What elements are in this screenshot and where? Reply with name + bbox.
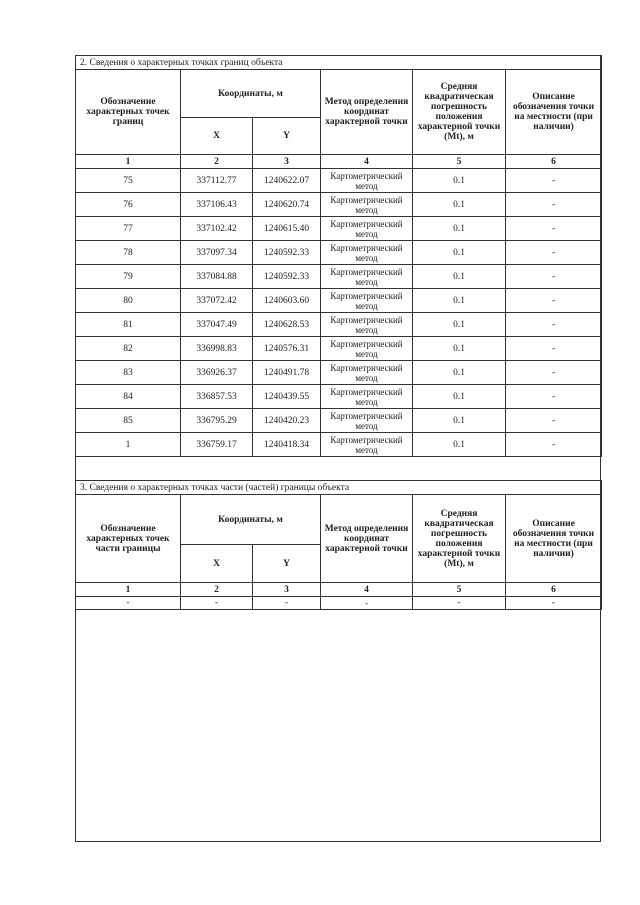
description-cell: - [506, 193, 602, 217]
coord-y: 1240620.74 [253, 193, 321, 217]
mt-cell: 0.1 [413, 337, 506, 361]
table-row [76, 597, 602, 610]
section2-table [75, 55, 602, 457]
column-number: 2 [181, 583, 253, 597]
mt-cell: 0.1 [413, 409, 506, 433]
section3-rows [76, 597, 602, 610]
mt-cell: 0.1 [413, 217, 506, 241]
table-row [76, 217, 602, 241]
column-number: 1 [76, 155, 181, 169]
table-row [76, 337, 602, 361]
coord-y: 1240603.60 [253, 289, 321, 313]
method-cell: Картометрический метод [321, 361, 413, 385]
coord-x: 336795.29 [181, 409, 253, 433]
point-number: 83 [76, 361, 181, 385]
mt-cell: 0.1 [413, 289, 506, 313]
coord-y: - [253, 597, 321, 610]
mt-cell: 0.1 [413, 313, 506, 337]
coord-x: 336998.83 [181, 337, 253, 361]
coord-x: 337106.43 [181, 193, 253, 217]
method-cell: Картометрический метод [321, 169, 413, 193]
mt-cell: - [413, 597, 506, 610]
section2-title: 2. Сведения о характерных точках границ объекта [76, 56, 602, 70]
point-number: 1 [76, 433, 181, 457]
column-number: 2 [181, 155, 253, 169]
coord-y: 1240622.07 [253, 169, 321, 193]
column-number: 6 [506, 155, 602, 169]
coord-x: 337102.42 [181, 217, 253, 241]
point-number: 76 [76, 193, 181, 217]
header-error: Средняя квадратическая погрешность положения характерной точки (Mt), м [413, 70, 506, 155]
description-cell: - [506, 385, 602, 409]
method-cell: Картометрический метод [321, 385, 413, 409]
coord-y: 1240592.33 [253, 241, 321, 265]
coord-y: 1240439.55 [253, 385, 321, 409]
method-cell: - [321, 597, 413, 610]
coord-y: 1240592.33 [253, 265, 321, 289]
method-cell: Картометрический метод [321, 433, 413, 457]
point-number: 79 [76, 265, 181, 289]
point-number: 84 [76, 385, 181, 409]
section3-table [75, 480, 602, 610]
coord-y: 1240491.78 [253, 361, 321, 385]
coord-y: 1240628.53 [253, 313, 321, 337]
column-number: 4 [321, 583, 413, 597]
method-cell: Картометрический метод [321, 193, 413, 217]
mt-cell: 0.1 [413, 361, 506, 385]
table-row [76, 193, 602, 217]
coord-x: 336857.53 [181, 385, 253, 409]
header-designation: Обозначение характерных точек границ [76, 70, 181, 155]
table-row [76, 169, 602, 193]
mt-cell: 0.1 [413, 385, 506, 409]
description-cell: - [506, 597, 602, 610]
section2-rows [76, 169, 602, 457]
column-number: 5 [413, 583, 506, 597]
mt-cell: 0.1 [413, 169, 506, 193]
method-cell: Картометрический метод [321, 313, 413, 337]
point-number: 80 [76, 289, 181, 313]
header-y: Y [253, 118, 321, 155]
header-y: Y [253, 545, 321, 583]
table-row [76, 361, 602, 385]
description-cell: - [506, 289, 602, 313]
description-cell: - [506, 409, 602, 433]
coord-x: 337072.42 [181, 289, 253, 313]
column-number: 6 [506, 583, 602, 597]
table-row [76, 265, 602, 289]
point-number: - [76, 597, 181, 610]
header-x: X [181, 545, 253, 583]
mt-cell: 0.1 [413, 265, 506, 289]
description-cell: - [506, 169, 602, 193]
coord-y: 1240615.40 [253, 217, 321, 241]
header-description: Описание обозначения точки на местности (при наличии) [506, 70, 602, 155]
point-number: 75 [76, 169, 181, 193]
header-x: X [181, 118, 253, 155]
point-number: 85 [76, 409, 181, 433]
coord-x: 337084.88 [181, 265, 253, 289]
section3-title: 3. Сведения о характерных точках части (частей) границы объекта [76, 481, 602, 495]
column-number: 3 [253, 155, 321, 169]
header-designation: Обозначение характерных точек части границы [76, 495, 181, 583]
method-cell: Картометрический метод [321, 241, 413, 265]
description-cell: - [506, 241, 602, 265]
table-row [76, 385, 602, 409]
header-method: Метод определения координат характерной точки [321, 70, 413, 155]
column-number: 3 [253, 583, 321, 597]
method-cell: Картометрический метод [321, 337, 413, 361]
coord-x: 337112.77 [181, 169, 253, 193]
table-row [76, 241, 602, 265]
mt-cell: 0.1 [413, 193, 506, 217]
method-cell: Картометрический метод [321, 217, 413, 241]
column-number: 5 [413, 155, 506, 169]
coord-x: 336926.37 [181, 361, 253, 385]
point-number: 81 [76, 313, 181, 337]
header-method: Метод определения координат характерной точки [321, 495, 413, 583]
point-number: 82 [76, 337, 181, 361]
coord-x: 337047.49 [181, 313, 253, 337]
mt-cell: 0.1 [413, 433, 506, 457]
coord-y: 1240576.31 [253, 337, 321, 361]
coord-x: - [181, 597, 253, 610]
header-coordinates: Координаты, м [181, 495, 321, 545]
description-cell: - [506, 313, 602, 337]
header-description: Описание обозначения точки на местности (при наличии) [506, 495, 602, 583]
coord-x: 337097.34 [181, 241, 253, 265]
coord-y: 1240418.34 [253, 433, 321, 457]
point-number: 78 [76, 241, 181, 265]
description-cell: - [506, 361, 602, 385]
table-row [76, 289, 602, 313]
point-number: 77 [76, 217, 181, 241]
header-error: Средняя квадратическая погрешность положения характерной точки (Mt), м [413, 495, 506, 583]
column-number: 1 [76, 583, 181, 597]
mt-cell: 0.1 [413, 241, 506, 265]
description-cell: - [506, 433, 602, 457]
column-numbers-row [76, 155, 602, 169]
table-row [76, 409, 602, 433]
description-cell: - [506, 265, 602, 289]
method-cell: Картометрический метод [321, 289, 413, 313]
coord-x: 336759.17 [181, 433, 253, 457]
table-row [76, 313, 602, 337]
table-row [76, 433, 602, 457]
coord-y: 1240420.23 [253, 409, 321, 433]
method-cell: Картометрический метод [321, 409, 413, 433]
column-number: 4 [321, 155, 413, 169]
description-cell: - [506, 337, 602, 361]
description-cell: - [506, 217, 602, 241]
header-coordinates: Координаты, м [181, 70, 321, 118]
column-numbers-row [76, 583, 602, 597]
method-cell: Картометрический метод [321, 265, 413, 289]
